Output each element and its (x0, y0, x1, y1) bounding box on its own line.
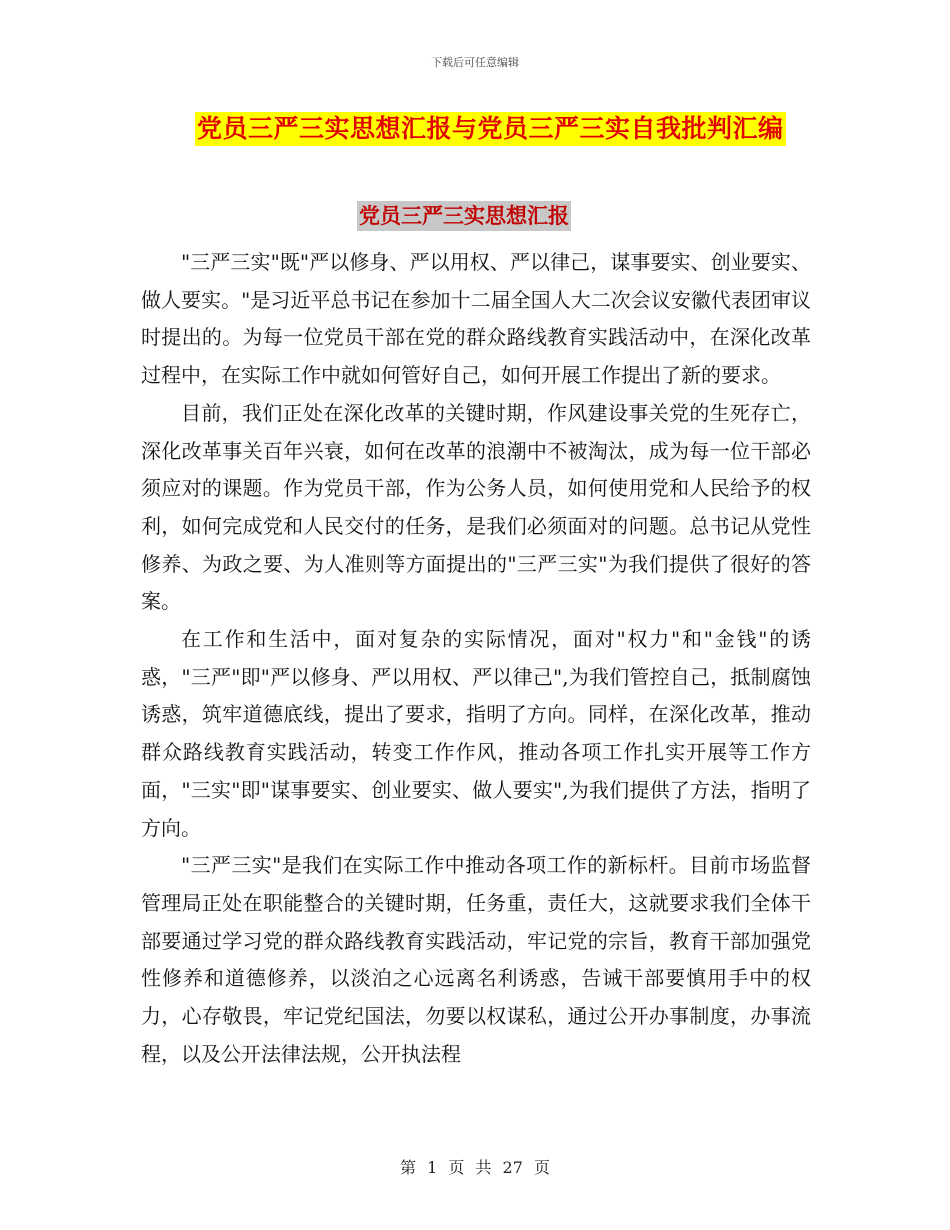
body-paragraph: "三严三实"既"严以修身、严以用权、严以律己，谋事要实、创业要实、做人要实。"是习近平总书记在参加十二届全国人大二次会议安徽代表团审议时提出的。为每一位党员干部在党的群众路线教育实践活动中，在深化改革过程中，在实际工作中就如何管好自己，如何开展工作提出了新的要求。 (141, 250, 811, 388)
section-title: 党员三严三实思想汇报 (357, 201, 571, 231)
body-paragraph: "三严三实"是我们在实际工作中推动各项工作的新标杆。目前市场监督管理局正处在职能整合的关键时期，任务重，责任大，这就要求我们全体干部要通过学习党的群众路线教育实践活动，牢记党的宗旨，教育干部加强党性修养和道德修养，以淡泊之心远离名利诱惑，告诫干部要慎用手中的权力，心存敬畏，牢记党纪国法，勿要以权谋私，通过公开办事制度，办事流程，以及公开法律法规，公开执法程 (141, 853, 811, 1066)
page-number-footer: 第 1 页 共 27 页 (400, 1158, 550, 1177)
document-body (141, 244, 811, 1073)
document-title: 党员三严三实思想汇报与党员三严三实自我批判汇编 (195, 112, 786, 146)
page-header-note: 下载后可任意编辑 (431, 56, 519, 69)
body-paragraph: 在工作和生活中，面对复杂的实际情况，面对"权力"和"金钱"的诱惑，"三严"即"严以修身、严以用权、严以律己",为我们管控自己，抵制腐蚀诱惑，筑牢道德底线，提出了要求，指明了方向。同样，在深化改革，推动群众路线教育实践活动，转变工作作风，推动各项工作扎实开展等工作方面，"三实"即"谋事要实、创业要实、做人要实",为我们提供了方法，指明了方向。 (141, 627, 811, 840)
body-paragraph: 目前，我们正处在深化改革的关键时期，作风建设事关党的生死存亡，深化改革事关百年兴衰，如何在改革的浪潮中不被淘汰，成为每一位干部必须应对的课题。作为党员干部，作为公务人员，如何使用党和人民给予的权利，如何完成党和人民交付的任务，是我们必须面对的问题。总书记从党性修养、为政之要、为人准则等方面提出的"三严三实"为我们提供了很好的答案。 (141, 400, 811, 614)
